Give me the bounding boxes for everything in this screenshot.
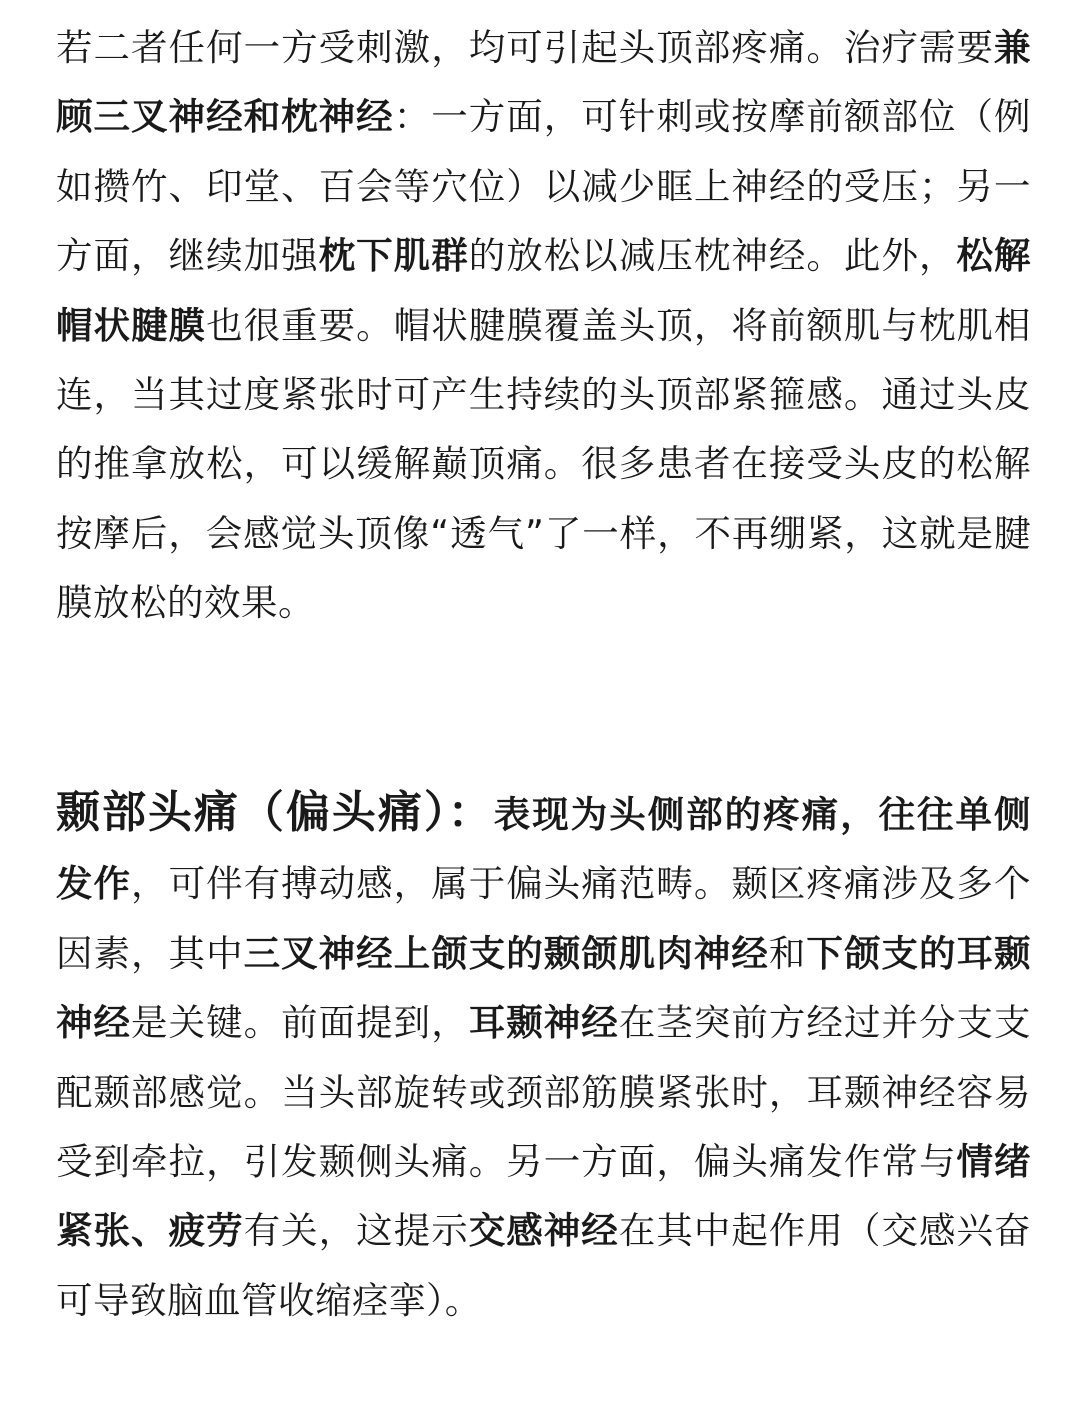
text-segment: 在茎突前方经过并分支支配颞部感觉。当头部旋转或颈部筋膜紧张时，耳颞神经容易受到牵拉，引发颞侧头痛。另一方面，偏头痛发作常与	[56, 1001, 1032, 1184]
text-segment: 有关，这提示	[243, 1209, 469, 1253]
text-segment: ，可伴有搏动感，属于偏头痛范畴。颞区疼痛涉及多个因素，其中	[56, 862, 1032, 975]
bold-text-segment: 耳颞神经	[468, 1001, 619, 1045]
text-segment: 的放松以减压枕神经。此外，	[468, 234, 957, 278]
bold-text-segment: 下颌支的耳颞神经	[56, 931, 1032, 1045]
bold-text-segment: 表现为头侧部的疼痛，往往单侧发作	[56, 793, 1032, 906]
text-segment: 也很重要。帽状腱膜覆盖头顶，将前额肌与枕肌相连，当其过度紧张时可产生持续的头顶部紧箍感。通过头皮的推拿放松，可以缓解巅顶痛。很多患者在接受头皮的松解按摩后，会感觉头顶像“透气”了一样，不再绷紧，这就是腱膜放松的效果。	[56, 303, 1032, 625]
text-segment: 和	[768, 931, 807, 975]
bold-text-segment: 三叉神经上颌支的颞颌肌肉神经	[243, 931, 769, 975]
bold-text-segment: 情绪紧张、疲劳	[56, 1140, 1032, 1253]
bold-text-segment: 兼顾三叉神经和枕神经	[56, 26, 1031, 139]
bold-text-segment: 交感神经	[468, 1209, 619, 1253]
paragraph-temporal-headache	[56, 778, 1031, 1335]
text-segment: 若二者任何一方受刺激，均可引起头顶部疼痛。治疗需要	[56, 26, 994, 69]
section-heading: 颞部头痛（偏头痛）：	[56, 787, 494, 838]
text-segment: ：一方面，可针刺或按摩前额部位（例如攒竹、印堂、百会等穴位）以减少眶上神经的受压；另一方面，继续加强	[56, 95, 1032, 278]
paragraph-vertex-headache	[56, 13, 1031, 638]
bold-text-segment: 枕下肌群	[318, 234, 469, 278]
bold-text-segment: 松解帽状腱膜	[56, 234, 1032, 347]
text-segment: 在其中起作用（交感兴奋可导致脑血管收缩痉挛）。	[56, 1209, 1032, 1322]
text-segment: 是关键。前面提到，	[131, 1001, 469, 1045]
